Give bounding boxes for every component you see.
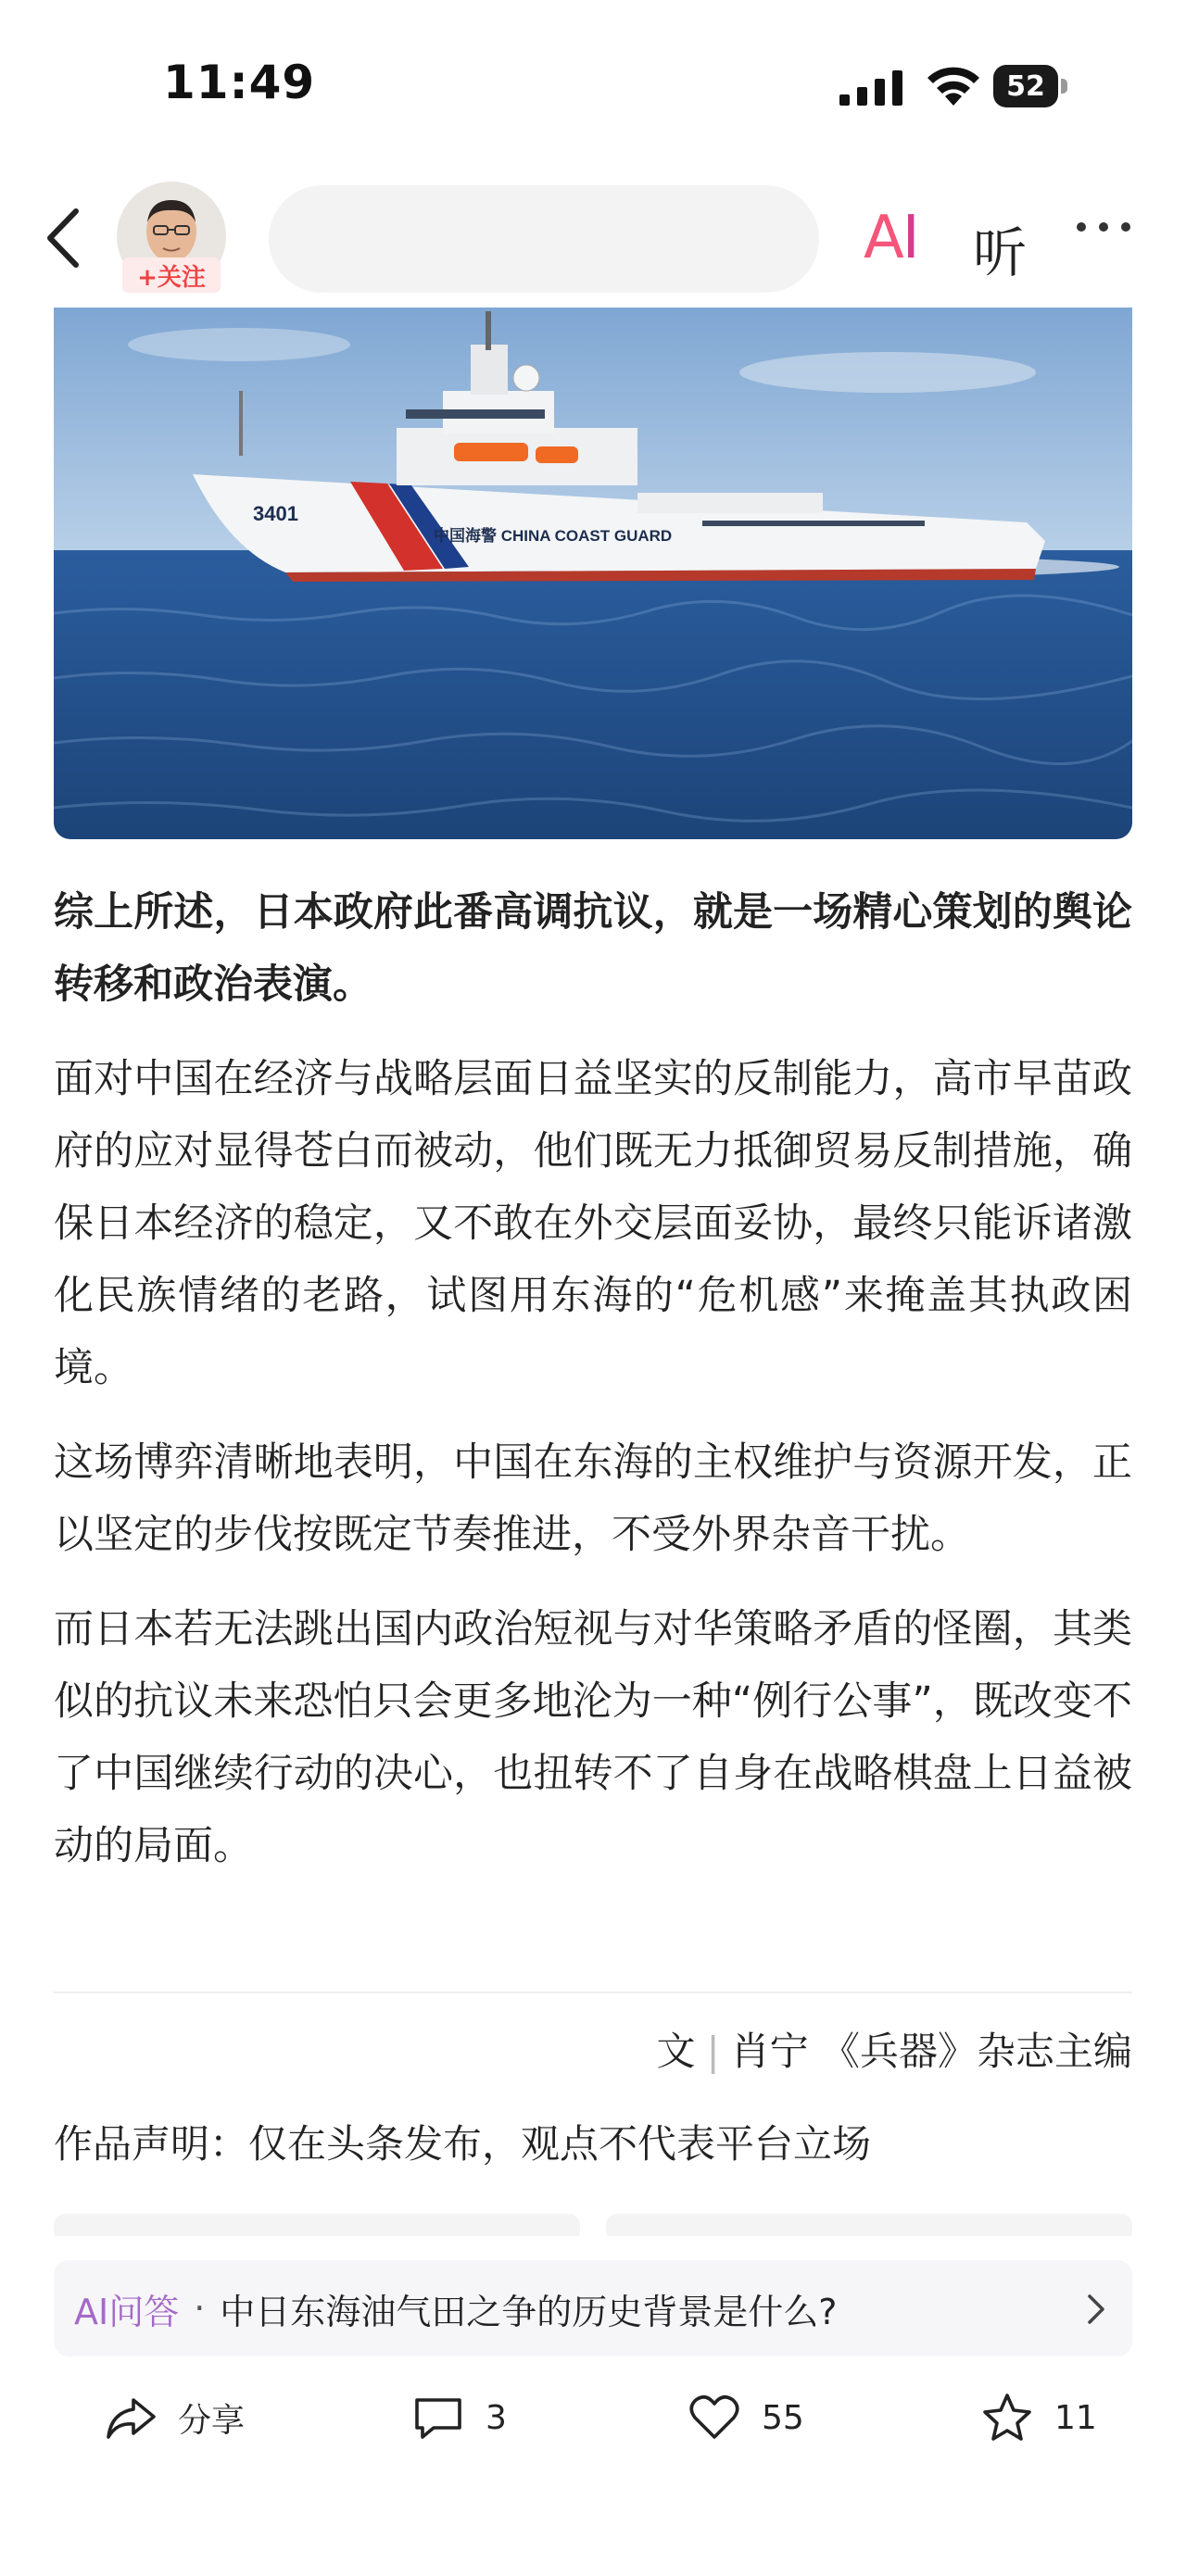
like-button[interactable] xyxy=(688,2371,804,2464)
article-photo-coast-guard-ship xyxy=(54,308,1132,839)
work-statement: 作品声明：仅在头条发布，观点不代表平台立场 xyxy=(54,2121,872,2167)
share-button[interactable] xyxy=(104,2371,245,2464)
article-paragraph: 而日本若无法跳出国内政治短视与对华策略矛盾的怪圈，其类似的抗议未来恐怕只会更多地沦为一种“例行公事”，既改变不了中国继续行动的决心，也扭转不了自身在战略棋盘上日益被动的局面。 xyxy=(54,1606,1132,1869)
wifi-icon xyxy=(925,65,982,107)
ai-button[interactable]: AI xyxy=(864,204,918,272)
share-icon xyxy=(104,2391,158,2444)
favorite-count: 11 xyxy=(1054,2398,1097,2437)
star-icon xyxy=(980,2391,1034,2444)
battery-level: 52 xyxy=(993,65,1058,107)
battery-icon xyxy=(993,65,1071,109)
back-arrow-icon[interactable] xyxy=(41,206,87,270)
hull-number: 3401 xyxy=(253,502,298,525)
favorite-button[interactable] xyxy=(980,2371,1097,2464)
chevron-right-icon xyxy=(1086,2293,1106,2325)
listen-button[interactable]: 听 xyxy=(973,221,1028,284)
action-bar xyxy=(0,2371,1186,2464)
comment-button[interactable] xyxy=(411,2371,507,2464)
more-options-icon[interactable] xyxy=(1077,213,1142,241)
ai-question-bar[interactable]: AI问答 · 中日东海油气田之争的历史背景是什么? xyxy=(54,2260,1132,2356)
comment-icon xyxy=(411,2391,465,2444)
hull-text: 中国海警 CHINA COAST GUARD xyxy=(434,527,673,545)
article-body xyxy=(54,876,1132,1904)
search-input[interactable] xyxy=(269,185,819,293)
ai-question-label: AI问答 xyxy=(74,2291,180,2332)
article-paragraph: 这场博弈清晰地表明，中国在东海的主权维护与资源开发，正以坚定的步伐按既定节奏推进，不受外界杂音干扰。 xyxy=(54,1439,1132,1558)
share-label: 分享 xyxy=(178,2401,246,2440)
article-paragraph: 面对中国在经济与战略层面日益坚实的反制能力，高市早苗政府的应对显得苍白而被动，他们既无力抵御贸易反制措施，确保日本经济的稳定，又不敢在外交层面妥协，最终只能诉诸激化民族情绪的老路，试图用东海的“危机感”来掩盖其执政困境。 xyxy=(54,1056,1132,1391)
heart-icon xyxy=(688,2391,741,2444)
article-paragraph: 综上所述，日本政府此番高调抗议，就是一场精心策划的舆论转移和政治表演。 xyxy=(54,889,1132,1008)
cellular-signal-icon xyxy=(839,70,902,106)
ai-question-text: 中日东海油气田之争的历史背景是什么? xyxy=(220,2291,838,2332)
author-byline: 文 | 肖宁 《兵器》杂志主编 xyxy=(656,2029,1132,2074)
status-time: 11:49 xyxy=(163,56,316,109)
divider xyxy=(54,1992,1132,1993)
comment-count: 3 xyxy=(486,2398,507,2437)
status-bar xyxy=(0,0,1186,157)
follow-button[interactable]: +关注 xyxy=(122,258,221,293)
author-avatar-button[interactable] xyxy=(117,182,226,295)
top-nav-bar xyxy=(0,176,1186,306)
like-count: 55 xyxy=(762,2398,804,2437)
